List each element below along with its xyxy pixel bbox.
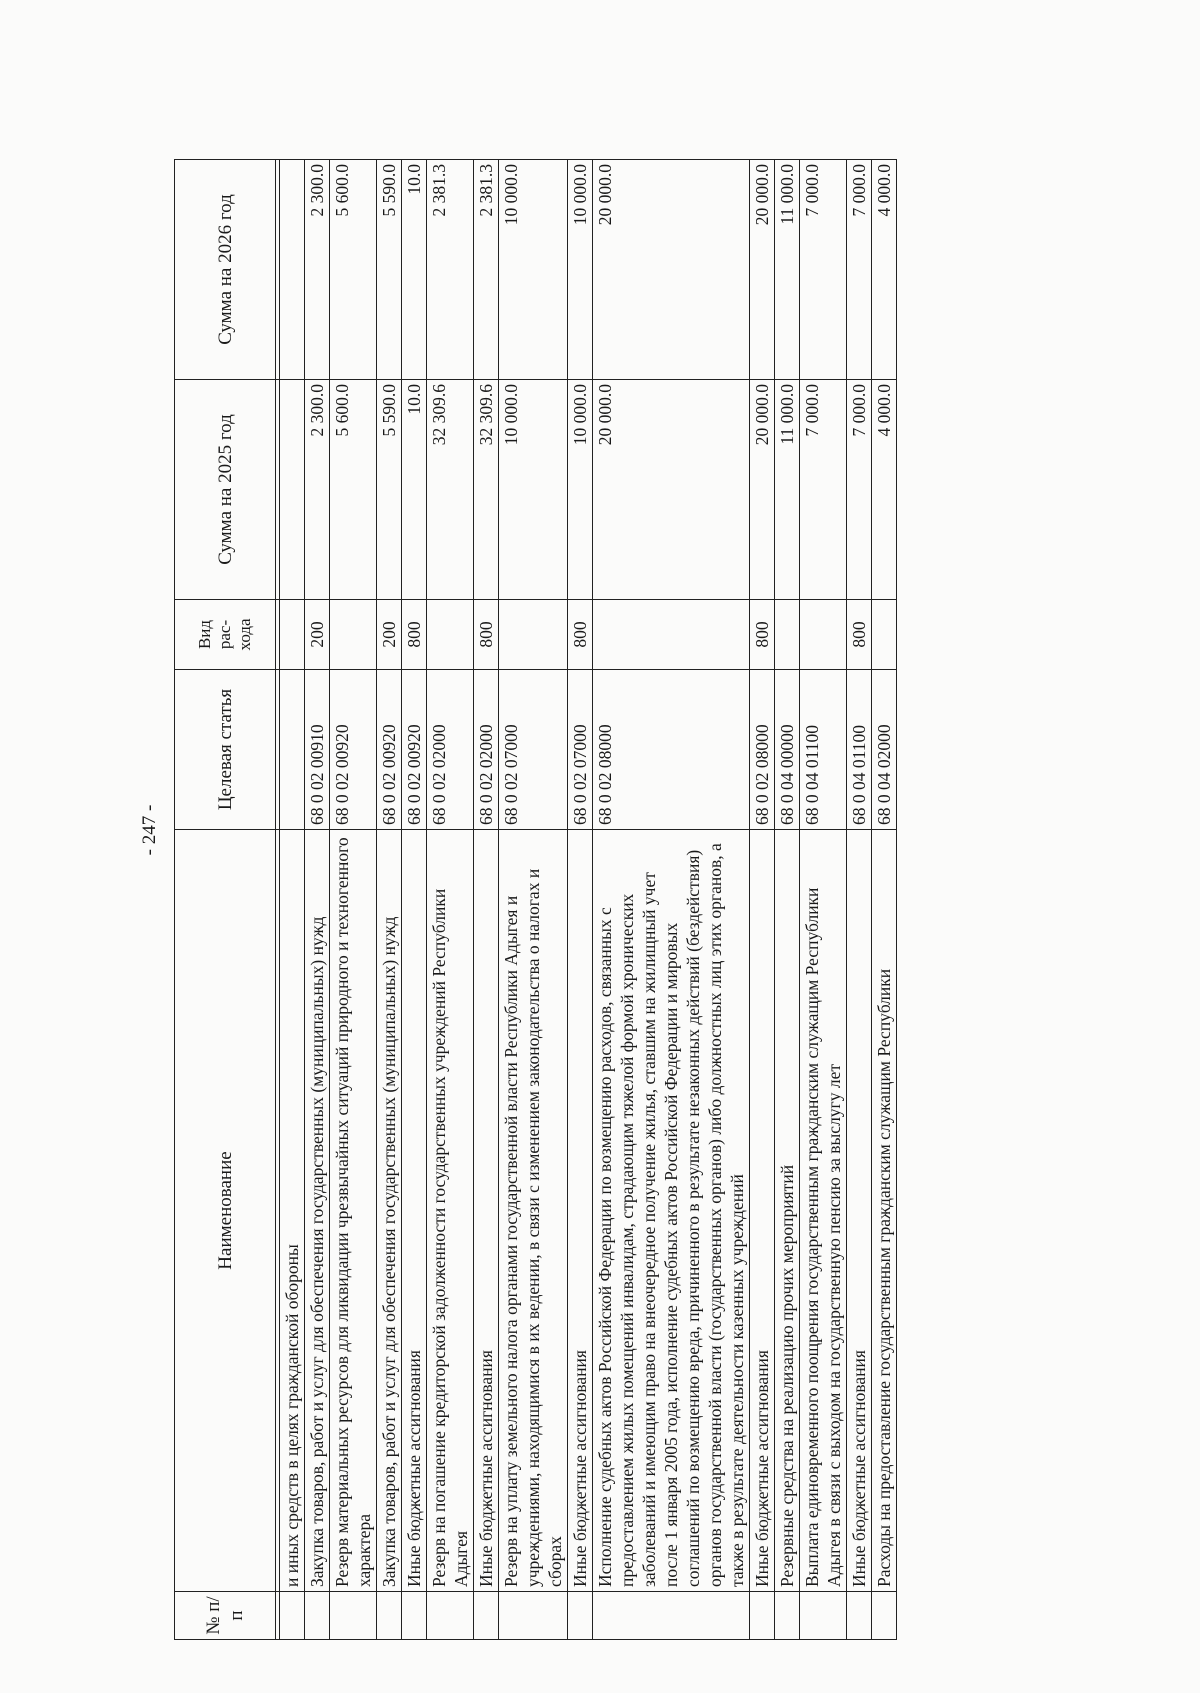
row-name: Резервные средства на реализацию прочих мероприятий [775,830,800,1592]
row-sum-2025: 11 000.0 [775,380,800,600]
row-sum-2026: 10.0 [402,160,427,380]
row-code: 68 0 04 02000 [872,670,897,830]
row-num [775,1592,800,1640]
row-blank [305,20,330,160]
row-kind: 800 [568,600,593,670]
row-sum-2025: 32 309.6 [427,380,474,600]
row-code: 68 0 02 02000 [474,670,499,830]
row-sum-2026: 2 381.3 [474,160,499,380]
row-code: 68 0 02 08000 [593,670,750,830]
row-blank [775,20,800,160]
row-blank [330,20,377,160]
row-blank [800,20,847,160]
table-row [474,20,499,1640]
row-blank [847,20,872,160]
row-sum-2026: 2 300.0 [305,160,330,380]
table-header [175,20,276,1640]
table-row [872,20,897,1640]
row-kind: 200 [377,600,402,670]
rotated-landscape-sheet [130,20,1134,1640]
row-name: Закупка товаров, работ и услуг для обеспечения государственных (муниципальных) нужд [305,830,330,1592]
row-code: 68 0 02 00910 [305,670,330,830]
row-name: Расходы на предоставление государственным гражданским служащим Республики [872,830,897,1592]
row-name: Резерв на уплату земельного налога органами государственной власти Республики Адыгея и учреждениями, находящимися в их ведении, в связи с изменением законодательства о налогах и сборах [499,830,568,1592]
row-code: 68 0 02 07000 [568,670,593,830]
row-code: 68 0 02 00920 [330,670,377,830]
row-name: Выплата единовременного поощрения государственным гражданским служащим Республики Адыгея в связи с выходом на государственную пенсию за выслугу лет [800,830,847,1592]
row-sum-2025: 10 000.0 [499,380,568,600]
row-kind [427,600,474,670]
row-num [499,1592,568,1640]
row-num [568,1592,593,1640]
row-num [847,1592,872,1640]
table-row [280,20,305,1640]
row-sum-2025: 32 309.6 [474,380,499,600]
row-name: Иные бюджетные ассигнования [402,830,427,1592]
table-row [330,20,377,1640]
table-row [377,20,402,1640]
table-row [427,20,474,1640]
table-body [276,20,897,1640]
table-row [775,20,800,1640]
row-name: Закупка товаров, работ и услуг для обеспечения государственных (муниципальных) нужд [377,830,402,1592]
row-kind: 200 [305,600,330,670]
row-sum-2025: 10.0 [402,380,427,600]
row-code: 68 0 02 00920 [377,670,402,830]
row-sum-2026: 2 381.3 [427,160,474,380]
header-kind: Вид рас-хода [175,600,276,670]
row-sum-2025: 7 000.0 [800,380,847,600]
row-kind: 800 [402,600,427,670]
row-blank [474,20,499,160]
row-sum-2025: 10 000.0 [568,380,593,600]
row-blank [568,20,593,160]
row-name: Иные бюджетные ассигнования [568,830,593,1592]
row-blank [593,20,750,160]
row-num [305,1592,330,1640]
row-name: Иные бюджетные ассигнования [474,830,499,1592]
row-sum-2025: 7 000.0 [847,380,872,600]
header-sum-2025: Сумма на 2025 год [175,380,276,600]
row-sum-2026: 20 000.0 [750,160,775,380]
row-name: и иных средств в целях гражданской обороны [280,830,305,1592]
row-code [280,670,305,830]
row-num [427,1592,474,1640]
row-sum-2026: 7 000.0 [847,160,872,380]
header-name: Наименование [175,830,276,1592]
row-sum-2026: 7 000.0 [800,160,847,380]
row-sum-2026: 4 000.0 [872,160,897,380]
row-blank [872,20,897,160]
row-kind [593,600,750,670]
row-num [474,1592,499,1640]
row-code: 68 0 04 00000 [775,670,800,830]
row-sum-2026: 11 000.0 [775,160,800,380]
table-row [402,20,427,1640]
row-sum-2025: 4 000.0 [872,380,897,600]
row-num [593,1592,750,1640]
row-name: Иные бюджетные ассигнования [847,830,872,1592]
row-sum-2026: 10 000.0 [568,160,593,380]
row-num [800,1592,847,1640]
row-num [750,1592,775,1640]
header-code: Целевая статья [175,670,276,830]
table-row [305,20,330,1640]
budget-table [174,20,897,1641]
row-kind [499,600,568,670]
row-sum-2025: 5 590.0 [377,380,402,600]
row-code: 68 0 02 02000 [427,670,474,830]
table-row [800,20,847,1640]
row-sum-2026: 10 000.0 [499,160,568,380]
row-num [402,1592,427,1640]
row-code: 68 0 04 01100 [847,670,872,830]
row-sum-2026: 5 590.0 [377,160,402,380]
row-code: 68 0 02 08000 [750,670,775,830]
row-name: Резерв на погашение кредиторской задолженности государственных учреждений Республики Адыгея [427,830,474,1592]
row-blank [377,20,402,160]
row-sum-2026 [280,160,305,380]
row-name: Иные бюджетные ассигнования [750,830,775,1592]
row-sum-2025: 20 000.0 [593,380,750,600]
row-num [280,1592,305,1640]
header-sum-2026: Сумма на 2026 год [175,160,276,380]
row-kind [775,600,800,670]
row-num [377,1592,402,1640]
header-blank [175,20,276,160]
row-name: Резерв материальных ресурсов для ликвидации чрезвычайных ситуаций природного и техногенного характера [330,830,377,1592]
row-kind: 800 [474,600,499,670]
row-sum-2025: 20 000.0 [750,380,775,600]
row-blank [280,20,305,160]
page-number: - 247 - [139,804,160,856]
row-name: Исполнение судебных актов Российской Федерации по возмещению расходов, связанных с предоставлением жилых помещений инвалидам, страдающим тяжелой формой хронических заболеваний и имеющим право на внеочередное получение жилья, ставшим на жилищный учет после 1 января 2005 года, исполнение судебных актов Российской Федерации и мировых соглашений по возмещению вреда, причиненного в результате незаконных действий (бездействия) органов государственной власти (государственных органов) либо должностных лиц этих органов, а также в результате деятельности казенных учреждений [593,830,750,1592]
row-num [330,1592,377,1640]
row-sum-2025: 2 300.0 [305,380,330,600]
row-blank [402,20,427,160]
row-sum-2025: 5 600.0 [330,380,377,600]
row-blank [750,20,775,160]
table-row [593,20,750,1640]
row-blank [427,20,474,160]
row-kind [280,600,305,670]
row-code: 68 0 02 07000 [499,670,568,830]
table-row [568,20,593,1640]
row-code: 68 0 04 01100 [800,670,847,830]
row-kind [800,600,847,670]
row-sum-2025 [280,380,305,600]
row-sum-2026: 20 000.0 [593,160,750,380]
row-kind [872,600,897,670]
row-kind: 800 [847,600,872,670]
row-num [872,1592,897,1640]
row-kind [330,600,377,670]
row-kind: 800 [750,600,775,670]
row-code: 68 0 02 00920 [402,670,427,830]
row-sum-2026: 5 600.0 [330,160,377,380]
table-row [847,20,872,1640]
table-row [499,20,568,1640]
table-row [750,20,775,1640]
header-num: № п/п [175,1592,276,1640]
row-blank [499,20,568,160]
